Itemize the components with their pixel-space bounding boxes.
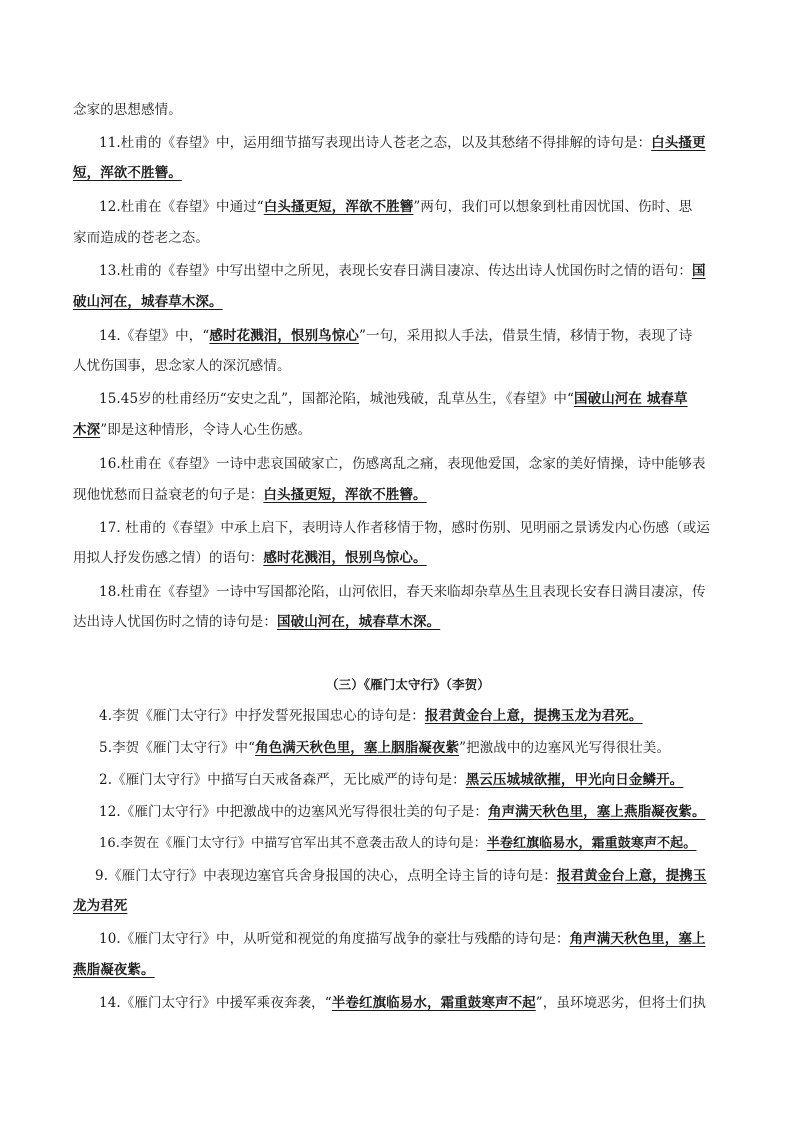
text-line: 4.李贺《雁门太守行》中抒发誓死报国忠心的诗句是：报君黄金台上意，提携玉龙为君死。	[99, 708, 643, 724]
answer-text: 龙为君死	[73, 898, 128, 914]
text-line: 用拟人抒发伤感之情）的语句：感时花溅泪，恨别鸟惊心。	[73, 550, 427, 566]
text-line: 11.杜甫的《春望》中，运用细节描写表现出诗人苍老之态，以及其愁绪不得排解的诗句是：白头搔更	[99, 135, 706, 151]
answer-text: 黑云压城城欲摧，甲光向日金鳞开。	[465, 772, 684, 788]
text-line: 13.杜甫的《春望》中写出望中之所见，表现长安春日满目凄凉、传达出诗人忧国伤时之情的语句：国	[99, 263, 706, 279]
text-line: 人忧伤国事，思念家人的深沉感情。	[73, 358, 291, 374]
text-line: 17. 杜甫的《春望》中承上启下，表明诗人作者移情于物，感时伤别、见明丽之景诱发内心伤感（或运	[99, 520, 710, 536]
answer-text: 短，浑欲不胜簪。	[73, 165, 182, 181]
answer-text: 感时花溅泪，恨别鸟惊心。	[263, 550, 427, 566]
text-line: 14.《雁门太守行》中援军乘夜奔袭，“半卷红旗临易水，霜重鼓寒声不起”，虽环境恶劣，但将士们执	[99, 995, 706, 1011]
text-line: 12.杜甫在《春望》中通过“白头搔更短，浑欲不胜簪”两句，我们可以想象到杜甫因忧国、伤时、思	[99, 199, 693, 215]
answer-text: 角声满天秋色里，塞上燕脂凝夜紫。	[487, 804, 706, 820]
answer-text: 破山河在，城春草木深。	[73, 294, 223, 310]
text-line	[73, 163, 182, 183]
answer-text: 白头搔更短，浑欲不胜簪。	[263, 487, 427, 503]
text-line: 16.杜甫在《春望》一诗中悲哀国破家亡，伤感离乱之痛，表现他爱国，念家的美好情操，诗中能够表	[99, 456, 706, 472]
text-line: 10.《雁门太守行》中，从听觉和视觉的角度描写战争的豪壮与残酷的诗句是：角声满天秋色里，塞上	[99, 931, 706, 947]
answer-text: 国破山河在 城春草	[574, 391, 688, 407]
answer-text: 燕脂凝夜紫。	[73, 962, 155, 978]
text-line: 现他忧愁而日益衰老的句子是：白头搔更短，浑欲不胜簪。	[73, 487, 427, 503]
text-line: 家而造成的苍老之态。	[73, 230, 209, 246]
text-line: 16.李贺在《雁门太守行》中描写官军出其不意袭击敌人的诗句是：半卷红旗临易水，霜重鼓寒声不起。	[99, 836, 697, 851]
answer-text: 白头搔更	[651, 135, 706, 151]
text-line	[73, 292, 223, 312]
answer-text: 国破山河在，城春草木深。	[277, 614, 441, 630]
answer-text: 报君黄金台上意，提携玉龙为君死。	[424, 708, 643, 724]
text-line: 念家的思想感情。	[73, 102, 182, 118]
text-line: 18.杜甫在《春望》一诗中写国都沦陷，山河依旧，春天来临却杂草丛生且表现长安春日满目凄凉，传	[99, 584, 706, 600]
answer-text: 半卷红旗临易水，霜重鼓寒声不起。	[486, 836, 697, 851]
text-line: 12.《雁门太守行》中把激战中的边塞风光写得很壮美的句子是：角声满天秋色里，塞上燕脂凝夜紫。	[99, 804, 706, 820]
answer-text: 感时花溅泪，恨别鸟惊心	[209, 328, 359, 344]
text-line	[73, 960, 155, 980]
text-line: 9.《雁门太守行》中表现边塞官兵舍身报国的决心，点明全诗主旨的诗句是：报君黄金台上意，提携玉	[95, 868, 707, 884]
text-line: 15.45岁的杜甫经历“安史之乱”，国都沦陷，城池残破，乱草丛生，《春望》中“国破山河在 城春草	[99, 391, 688, 407]
answer-text: 国	[691, 263, 706, 279]
text-line: 2.《雁门太守行》中描写白天戒备森严，无比威严的诗句是：黑云压城城欲摧，甲光向日金鳞开。	[99, 772, 684, 788]
answer-text: 报君黄金台上意，提携玉	[556, 868, 707, 884]
answer-text: 角声满天秋色里，塞上	[569, 931, 706, 947]
answer-text: 角色满天秋色里，塞上胭脂凝夜紫	[255, 740, 460, 756]
text-line: 14.《春望》中，“感时花溅泪，恨别鸟惊心”一句，采用拟人手法，借景生情，移情于物，表现了诗	[99, 328, 693, 344]
text-line: 木深”即是这种情形，令诗人心生伤感。	[73, 422, 312, 438]
text-line	[73, 896, 127, 916]
answer-text: 半卷红旗临易水，霜重鼓寒声不起	[331, 995, 536, 1011]
answer-text: 白头搔更短，浑欲不胜簪	[263, 199, 414, 215]
text-line: 达出诗人忧国伤时之情的诗句是：国破山河在，城春草木深。	[73, 614, 441, 630]
answer-text: 木深	[73, 422, 101, 438]
section-heading: （三）《雁门太守行》（李贺）	[326, 677, 490, 692]
text-line: 5.李贺《雁门太守行》中“角色满天秋色里，塞上胭脂凝夜紫”把激战中的边塞风光写得很壮美。	[99, 740, 671, 756]
